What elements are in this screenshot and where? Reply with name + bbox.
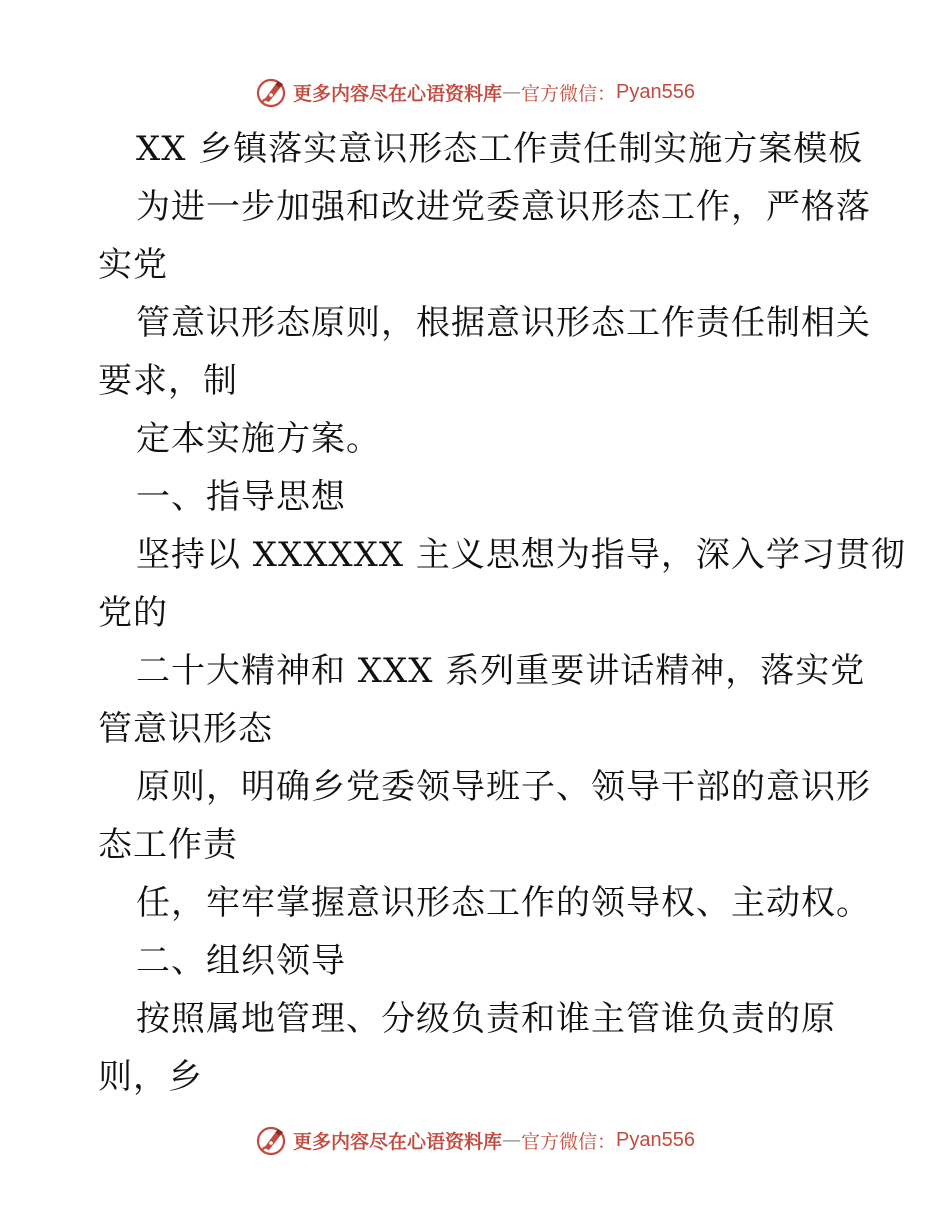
paragraph-line: 要求，制 bbox=[98, 361, 238, 401]
paragraph-line: 二十大精神和 XXX 系列重要讲话精神，落实党 bbox=[136, 651, 866, 691]
paragraph-line: 定本实施方案。 bbox=[136, 419, 381, 459]
pen-nib-logo-icon bbox=[255, 76, 287, 108]
section-heading: 二、组织领导 bbox=[136, 941, 346, 981]
pen-nib-logo-icon bbox=[255, 1124, 287, 1156]
document-title: XX 乡镇落实意识形态工作责任制实施方案模板 bbox=[136, 129, 864, 169]
paragraph-line: 坚持以 XXXXXX 主义思想为指导，深入学习贯彻 bbox=[136, 535, 906, 575]
watermark-text: 更多内容尽在心语资料库 bbox=[293, 82, 503, 105]
paragraph-line: 原则，明确乡党委领导班子、领导干部的意识形 bbox=[136, 767, 871, 807]
section-heading: 一、指导思想 bbox=[136, 477, 346, 517]
watermark-wechat-label: 官方微信： bbox=[521, 82, 617, 105]
paragraph-line: 则，乡 bbox=[98, 1057, 203, 1097]
paragraph-line: 任，牢牢掌握意识形态工作的领导权、主动权。 bbox=[136, 883, 871, 923]
paragraph-line: 实党 bbox=[98, 245, 168, 285]
paragraph-line: 管意识形态原则，根据意识形态工作责任制相关 bbox=[136, 303, 871, 343]
watermark-separator: — bbox=[502, 81, 522, 103]
watermark-wechat-label: 官方微信： bbox=[521, 1130, 617, 1153]
paragraph-line: 管意识形态 bbox=[98, 709, 273, 749]
watermark-header bbox=[0, 72, 950, 112]
watermark-footer bbox=[0, 1120, 950, 1160]
paragraph-line: 党的 bbox=[98, 593, 168, 633]
document-body bbox=[98, 120, 906, 1106]
paragraph-line: 按照属地管理、分级负责和谁主管谁负责的原 bbox=[136, 999, 836, 1039]
watermark-text: 更多内容尽在心语资料库 bbox=[293, 1130, 503, 1153]
watermark-wechat-id: Pyan556 bbox=[616, 1128, 695, 1151]
paragraph-line: 态工作责 bbox=[98, 825, 238, 865]
paragraph-line: 为进一步加强和改进党委意识形态工作，严格落 bbox=[136, 187, 871, 227]
watermark-wechat-id: Pyan556 bbox=[616, 80, 695, 103]
watermark-separator: — bbox=[502, 1129, 522, 1151]
